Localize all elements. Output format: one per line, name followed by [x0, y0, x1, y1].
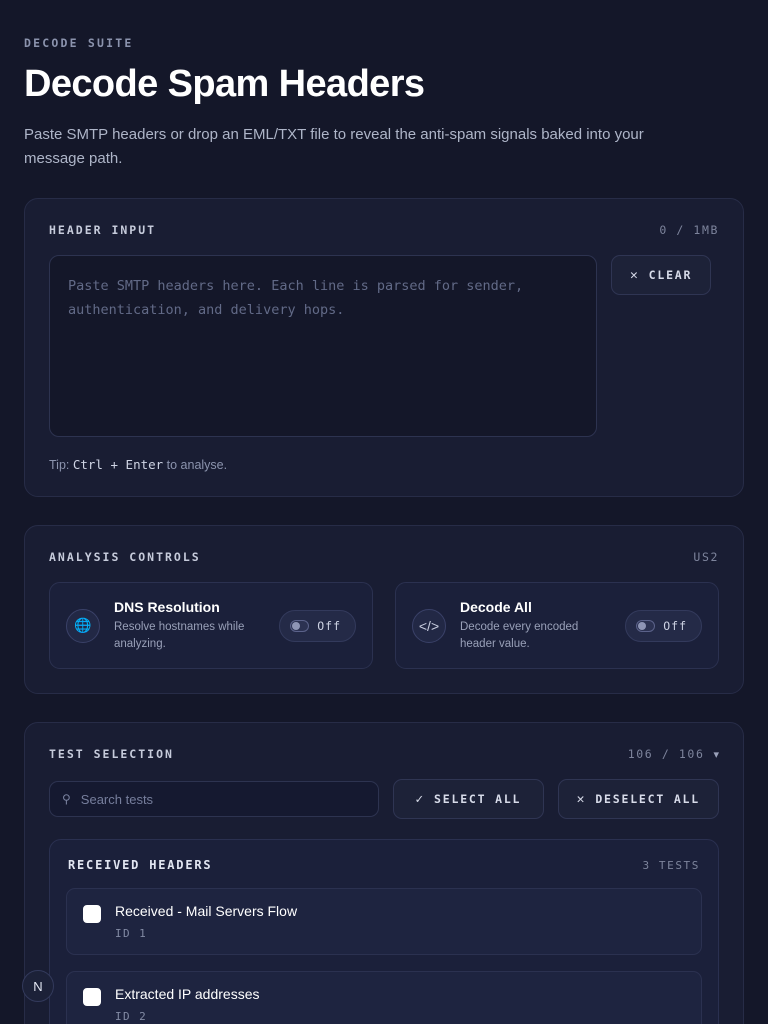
test-selection-toolbar — [49, 779, 719, 819]
test-selection-card — [24, 722, 744, 1024]
header-input-textarea[interactable] — [49, 255, 597, 437]
eyebrow-label: DECODE SUITE — [24, 36, 134, 50]
test-text — [115, 903, 297, 940]
control-dns-text — [114, 599, 265, 652]
test-group-title: RECEIVED HEADERS — [68, 858, 213, 873]
page-title: Decode Spam Headers — [24, 63, 425, 105]
globe-icon: 🌐 — [66, 609, 100, 643]
test-group-count: 3 TESTS — [642, 858, 700, 872]
analysis-controls-card — [24, 525, 744, 694]
tip-keys: Ctrl + Enter — [72, 457, 164, 473]
toggle-dns-state: Off — [317, 618, 341, 633]
test-text — [115, 986, 259, 1023]
check-icon: ✓ — [415, 791, 426, 807]
close-icon: ✕ — [576, 791, 587, 807]
deselect-all-label: DESELECT ALL — [595, 792, 700, 807]
tip-prefix: Tip: — [49, 458, 70, 473]
search-input[interactable] — [81, 792, 366, 807]
avatar[interactable]: N — [22, 970, 54, 1002]
chevron-down-icon: ▾ — [713, 748, 719, 761]
page-subtitle: Paste SMTP headers or drop an EML/TXT file to reveal the anti-spam signals baked into your message path. — [24, 126, 644, 167]
test-selection-count: 106 / 106 — [627, 747, 705, 762]
test-selection-label: TEST SELECTION — [49, 747, 174, 762]
toggle-decode-all[interactable] — [625, 610, 702, 642]
control-decode-desc: Decode every encoded header value. — [460, 621, 579, 650]
select-all-label: SELECT ALL — [434, 792, 522, 807]
header-input-card-head — [49, 223, 719, 237]
test-group-received-headers — [49, 839, 719, 1024]
search-tests-field[interactable] — [49, 781, 379, 817]
deselect-all-button[interactable] — [558, 779, 719, 819]
clear-button[interactable] — [611, 255, 711, 295]
toggle-decode-state: Off — [663, 618, 687, 633]
search-icon: ⚲ — [62, 792, 71, 807]
header-input-label: HEADER INPUT — [49, 223, 157, 238]
test-id: ID 1 — [115, 926, 148, 940]
select-all-button[interactable] — [393, 779, 544, 819]
clear-button-label: CLEAR — [648, 268, 693, 283]
test-group-head — [66, 858, 702, 872]
toggle-pill-icon — [636, 620, 655, 632]
control-dns-title: DNS Resolution — [114, 599, 220, 616]
header-input-tip — [49, 457, 719, 472]
close-icon: ✕ — [630, 267, 640, 283]
analysis-controls-head — [49, 550, 719, 564]
control-decode-text — [460, 599, 611, 652]
list-item[interactable] — [66, 971, 702, 1024]
test-selection-head — [49, 747, 719, 761]
test-name: Extracted IP addresses — [115, 985, 260, 1002]
tip-suffix: to analyse. — [166, 458, 228, 473]
analysis-controls-grid — [49, 582, 719, 669]
analysis-controls-meta: US2 — [693, 550, 719, 565]
control-dns-resolution[interactable] — [49, 582, 373, 669]
code-icon: </> — [412, 609, 446, 643]
control-dns-desc: Resolve hostnames while analyzing. — [114, 621, 245, 650]
test-checkbox[interactable] — [83, 988, 101, 1006]
test-selection-count-toggle[interactable] — [628, 747, 719, 761]
toggle-pill-icon — [290, 620, 309, 632]
test-checkbox[interactable] — [83, 905, 101, 923]
test-id: ID 2 — [115, 1009, 148, 1023]
toggle-dns-resolution[interactable] — [279, 610, 356, 642]
test-name: Received - Mail Servers Flow — [115, 903, 298, 920]
header-input-row — [49, 255, 719, 437]
control-decode-all[interactable] — [395, 582, 719, 669]
header-input-counter: 0 / 1MB — [659, 223, 719, 238]
list-item[interactable] — [66, 888, 702, 955]
analysis-controls-label: ANALYSIS CONTROLS — [49, 550, 201, 565]
header-input-card — [24, 198, 744, 497]
control-decode-title: Decode All — [460, 599, 532, 616]
